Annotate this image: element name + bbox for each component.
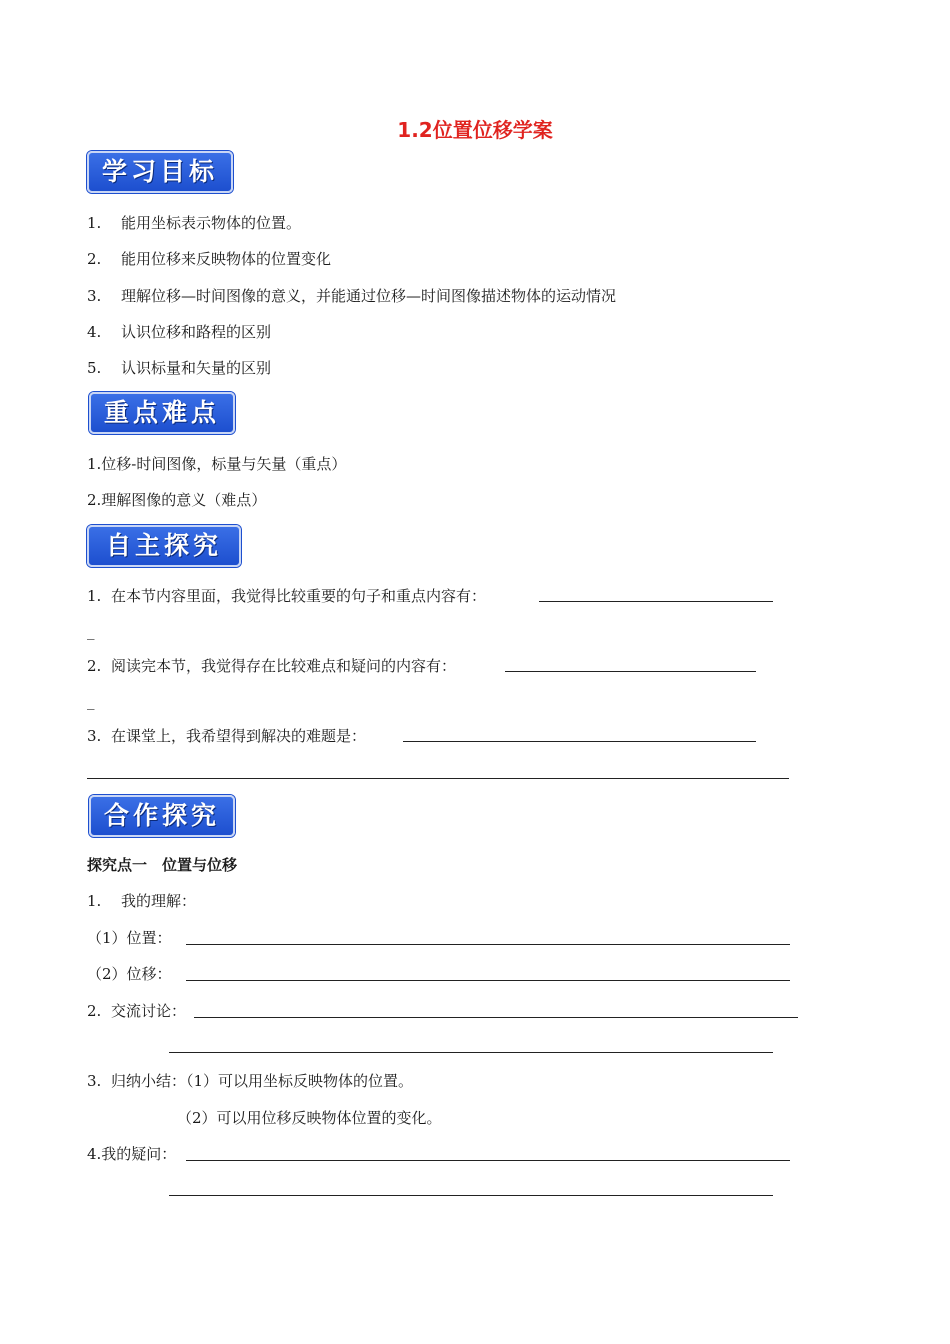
self-study-item: 1. 在本节内容里面，我觉得比较重要的句子和重点内容有： <box>87 587 487 605</box>
section-banner-key-points: 重点难点 <box>89 392 235 434</box>
answer-blank[interactable] <box>87 778 789 779</box>
answer-blank[interactable] <box>403 741 756 742</box>
goal-item: 4. 认识位移和路程的区别 <box>87 323 272 341</box>
goal-item: 5. 认识标量和矢量的区别 <box>87 359 272 377</box>
key-point-item: 1.位移-时间图像，标量与矢量（重点） <box>87 455 347 473</box>
understanding-item: 1. 我的理解： <box>87 892 197 910</box>
section-banner-self-study: 自主探究 <box>87 525 241 567</box>
self-study-item: 3. 在课堂上，我希望得到解决的难题是： <box>87 727 367 745</box>
goal-item: 1. 能用坐标表示物体的位置。 <box>87 214 302 232</box>
goal-item: 2. 能用位移来反映物体的位置变化 <box>87 250 332 268</box>
answer-blank[interactable] <box>186 944 790 945</box>
answer-blank[interactable] <box>194 1017 798 1018</box>
answer-blank[interactable] <box>186 980 790 981</box>
trailing-mark: _ <box>87 622 95 640</box>
answer-blank[interactable] <box>186 1160 790 1161</box>
answer-blank[interactable] <box>539 601 773 602</box>
answer-blank[interactable] <box>505 671 756 672</box>
point-title: 探究点一 位置与位移 <box>87 856 238 874</box>
summary-item: 3. 归纳小结：（1）可以用坐标反映物体的位置。 <box>87 1072 414 1090</box>
answer-blank[interactable] <box>169 1052 773 1053</box>
trailing-mark: _ <box>87 692 95 710</box>
self-study-item: 2. 阅读完本节，我觉得存在比较难点和疑问的内容有： <box>87 657 457 675</box>
displacement-label: （2）位移： <box>87 965 172 983</box>
section-banner-goals: 学习目标 <box>87 151 233 193</box>
key-point-item: 2.理解图像的意义（难点） <box>87 491 267 509</box>
page-title: 1.2位置位移学案 <box>397 118 553 142</box>
question-label: 4.我的疑问： <box>87 1145 177 1163</box>
answer-blank[interactable] <box>169 1195 773 1196</box>
position-label: （1）位置： <box>87 929 172 947</box>
discussion-item: 2. 交流讨论： <box>87 1002 187 1020</box>
goal-item: 3. 理解位移—时间图像的意义，并能通过位移—时间图像描述物体的运动情况 <box>87 287 617 305</box>
summary-item-2: （2）可以用位移反映物体位置的变化。 <box>177 1109 442 1127</box>
section-banner-cooperation: 合作探究 <box>89 795 235 837</box>
